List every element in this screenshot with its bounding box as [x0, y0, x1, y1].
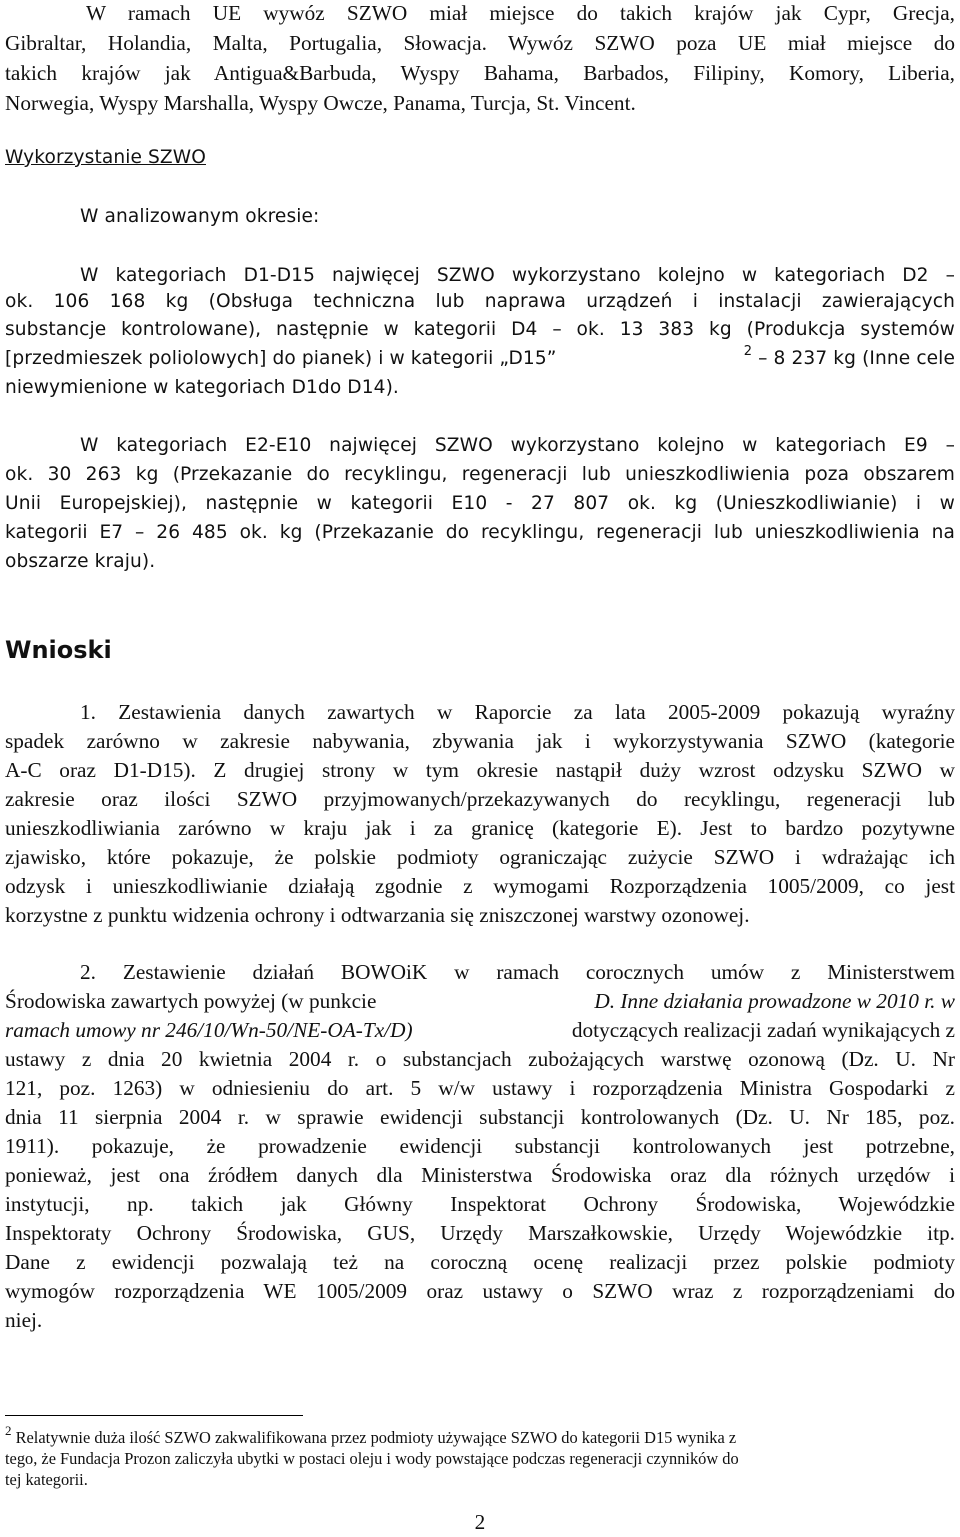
paragraph-line: W kategoriach E2-E10 najwięcej SZWO wykorzystano kolejno w kategoriach E9 –	[80, 435, 955, 456]
footnote-ref: 2	[743, 343, 753, 359]
paragraph-line	[5, 1015, 955, 1045]
paragraph-line: ok. 30 263 kg (Przekazanie do recyklingu, regeneracji lub unieszkodliwienia poza obszarem	[5, 464, 955, 485]
paragraph-line: ustawy z dnia 20 kwietnia 2004 r. o substancjach zubożających warstwę ozonową (Dz. U. Nr	[5, 1047, 955, 1071]
paragraph-line: unieszkodliwiania zarówno w kraju jak i za granicę (kategorie E). Jest to bardzo pozytywne	[5, 816, 955, 840]
paragraph-line: 1911). pokazuje, że prowadzenie ewidencji substancji kontrolowanych jest potrzebne,	[5, 1134, 955, 1158]
paragraph-line	[5, 344, 955, 374]
paragraph-line: spadek zarówno w zakresie nabywania, zbywania jak i wykorzystywania SZWO (kategorie	[5, 729, 955, 753]
text-segment-italic: ramach umowy nr 246/10/Wn-50/NE-OA-Tx/D)	[5, 1018, 413, 1042]
paragraph-line: Unii Europejskiej), następnie w kategorii E10 - 27 807 ok. kg (Unieszkodliwianie) i w	[5, 493, 955, 514]
text-segment-italic: D. Inne działania prowadzone w 2010 r. w	[594, 989, 955, 1013]
paragraph-line: zakresie oraz ilości SZWO przyjmowanych/przekazywanych do recyklingu, regeneracji lub	[5, 787, 955, 811]
conclusions-heading: Wnioski	[5, 636, 112, 664]
paragraph-line: odzysk i unieszkodliwianie działają zgodnie z wymogami Rozporządzenia 1005/2009, co jest	[5, 874, 955, 898]
text-segment: $^2$ – 8 237 kg (Inne cele	[743, 343, 955, 369]
footnote-separator	[5, 1415, 303, 1416]
paragraph-line: wymogów rozporządzenia WE 1005/2009 oraz ustawy o SZWO wraz z rozporządzeniami do	[5, 1279, 955, 1303]
paragraph-line: ok. 106 168 kg (Obsługa techniczna lub naprawa urządzeń i instalacji zawierających	[5, 291, 955, 312]
section-intro: W analizowanym okresie:	[80, 206, 320, 227]
paragraph-line: substancje kontrolowane), następnie w kategorii D4 – ok. 13 383 kg (Produkcja systemów	[5, 319, 955, 340]
footnote-line: $^2$ Relatywnie duża ilość SZWO zakwalifikowana przez podmioty używające SZWO do kategorii D15 wynika z	[5, 1422, 737, 1447]
paragraph-line: obszarze kraju).	[5, 551, 156, 572]
paragraph-line: niewymienione w kategoriach D1do D14).	[5, 377, 399, 398]
footnote-line: tej kategorii.	[5, 1470, 88, 1489]
paragraph-line: 121, poz. 1263) w odniesieniu do art. 5 w/w ustawy i rozporządzenia Ministra Gospodarki z	[5, 1076, 955, 1100]
page-number: 2	[474, 1510, 486, 1534]
paragraph-line: instytucji, np. takich jak Główny Inspektorat Ochrony Środowiska, Wojewódzkie	[5, 1192, 955, 1216]
paragraph-line: W ramach UE wywóz SZWO miał miejsce do takich krajów jak Cypr, Grecja,	[86, 1, 955, 25]
paragraph-line: ponieważ, jest ona źródłem danych dla Ministerstwa Środowiska oraz dla różnych urzędów i	[5, 1163, 955, 1187]
footnote-line: tego, że Fundacja Prozon zaliczyła ubytki w postaci oleju i wody powstające podczas regeneracji czynników do	[5, 1449, 739, 1468]
paragraph-line: dnia 11 sierpnia 2004 r. w sprawie ewidencji substancji kontrolowanych (Dz. U. Nr 185, poz.	[5, 1105, 955, 1129]
paragraph-line: A-C oraz D1-D15). Z drugiej strony w tym okresie nastąpił duży wzrost odzysku SZWO w	[5, 758, 955, 782]
paragraph-line: niej.	[5, 1308, 43, 1332]
section-heading: Wykorzystanie SZWO	[5, 147, 206, 168]
paragraph-line: zjawisko, które pokazuje, że polskie podmioty ograniczając zużycie SZWO i wdrażając ich	[5, 845, 955, 869]
text-segment: dotyczących realizacji zadań wynikających z	[571, 1018, 955, 1042]
paragraph-line: Gibraltar, Holandia, Malta, Portugalia, Słowacja. Wywóz SZWO poza UE miał miejsce do	[5, 31, 955, 55]
paragraph-line: 1. Zestawienia danych zawartych w Raporcie za lata 2005-2009 pokazują wyraźny	[80, 700, 955, 724]
paragraph-line: Inspektoraty Ochrony Środowiska, GUS, Urzędy Marszałkowskie, Urzędy Wojewódzkie itp.	[5, 1221, 955, 1245]
paragraph-line: kategorii E7 – 26 485 ok. kg (Przekazanie do recyklingu, regeneracji lub unieszkodliwienia na	[5, 522, 955, 543]
text-segment: Środowiska zawartych powyżej (w punkcie	[5, 989, 377, 1013]
paragraph-line: takich krajów jak Antigua&Barbuda, Wyspy Bahama, Barbados, Filipiny, Komory, Liberia,	[5, 61, 955, 85]
paragraph-line	[5, 986, 955, 1016]
paragraph-line: Dane z ewidencji pozwalają też na coroczną ocenę realizacji przez polskie podmioty	[5, 1250, 955, 1274]
paragraph-line: 2. Zestawienie działań BOWOiK w ramach corocznych umów z Ministerstwem	[80, 960, 955, 984]
paragraph-line: korzystne z punktu widzenia ochrony i odtwarzania się zniszczonej warstwy ozonowej.	[5, 903, 750, 927]
paragraph-line: Norwegia, Wyspy Marshalla, Wyspy Owcze, Panama, Turcja, St. Vincent.	[5, 91, 636, 115]
footnote-number: 2	[5, 1422, 12, 1438]
paragraph-line: W kategoriach D1-D15 najwięcej SZWO wykorzystano kolejno w kategoriach D2 –	[80, 265, 955, 286]
text-segment: [przedmieszek poliolowych] do pianek) i w kategorii „D15”	[5, 348, 557, 369]
